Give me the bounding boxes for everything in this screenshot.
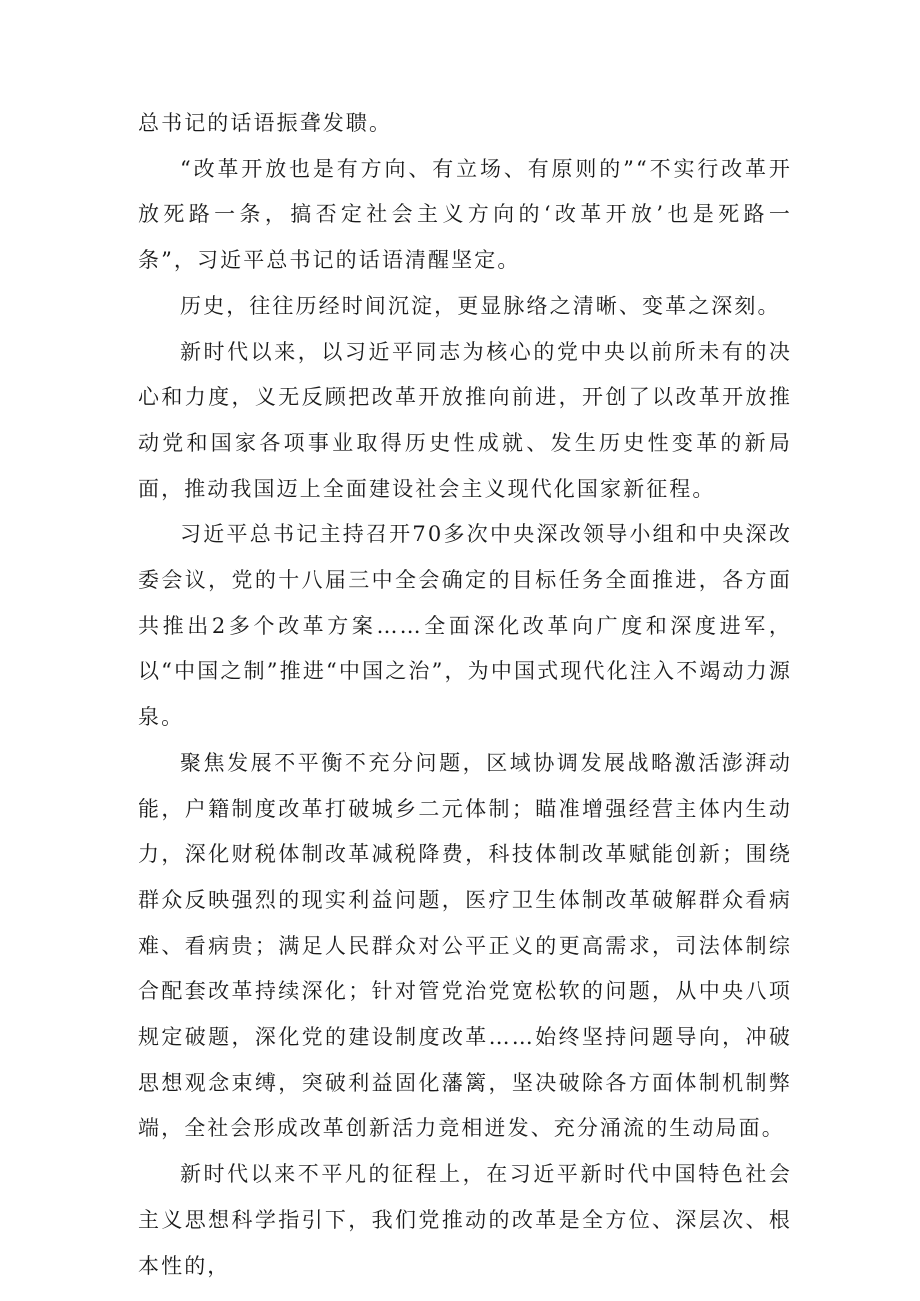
paragraph-4: 新时代以来，以习近平同志为核心的党中央以前所未有的决心和力度，义无反顾把改革开放推向前进，开创了以改革开放推动党和国家各项事业取得历史性成就、发生历史性变革的新局面，推动我国迈上全面建设社会主义现代化国家新征程。 [138, 339, 792, 501]
paragraph-3: 历史，往往历经时间沉淀，更显脉络之清晰、变革之深刻。 [180, 293, 781, 318]
paragraph-2: “改革开放也是有方向、有立场、有原则的”“不实行改革开放死路一条，搞否定社会主义方向的‘改革开放’也是死路一条”，习近平总书记的话语清醒坚定。 [138, 156, 792, 273]
paragraph-5: 习近平总书记主持召开70多次中央深改领导小组和中央深改委会议，党的十八届三中全会确定的目标任务全面推进，各方面共推出2多个改革方案……全面深化改革向广度和深度进军，以“中国之制”推进“中国之治”，为中国式现代化注入不竭动力源泉。 [138, 522, 792, 730]
paragraph-7: 新时代以来不平凡的征程上，在习近平新时代中国特色社会主义思想科学指引下，我们党推动的改革是全方位、深层次、根本性的， [138, 1162, 792, 1278]
article-body [138, 101, 792, 1289]
paragraph-1: 总书记的话语振聋发聩。 [138, 111, 393, 135]
paragraph-6: 聚焦发展不平衡不充分问题，区域协调发展战略激活澎湃动能，户籍制度改革打破城乡二元体制；瞄准增强经营主体内生动力，深化财税体制改革减税降费，科技体制改革赋能创新；围绕群众反映强烈的现实利益问题，医疗卫生体制改革破解群众看病难、看病贵；满足人民群众对公平正义的更高需求，司法体制综合配套改革持续深化；针对管党治党宽松软的问题，从中央八项规定破题，深化党的建设制度改革……始终坚持问题导向，冲破思想观念束缚，突破利益固化藩篱，坚决破除各方面体制机制弊端，全社会形成改革创新活力竞相迸发、充分涌流的生动局面。 [138, 750, 792, 1141]
